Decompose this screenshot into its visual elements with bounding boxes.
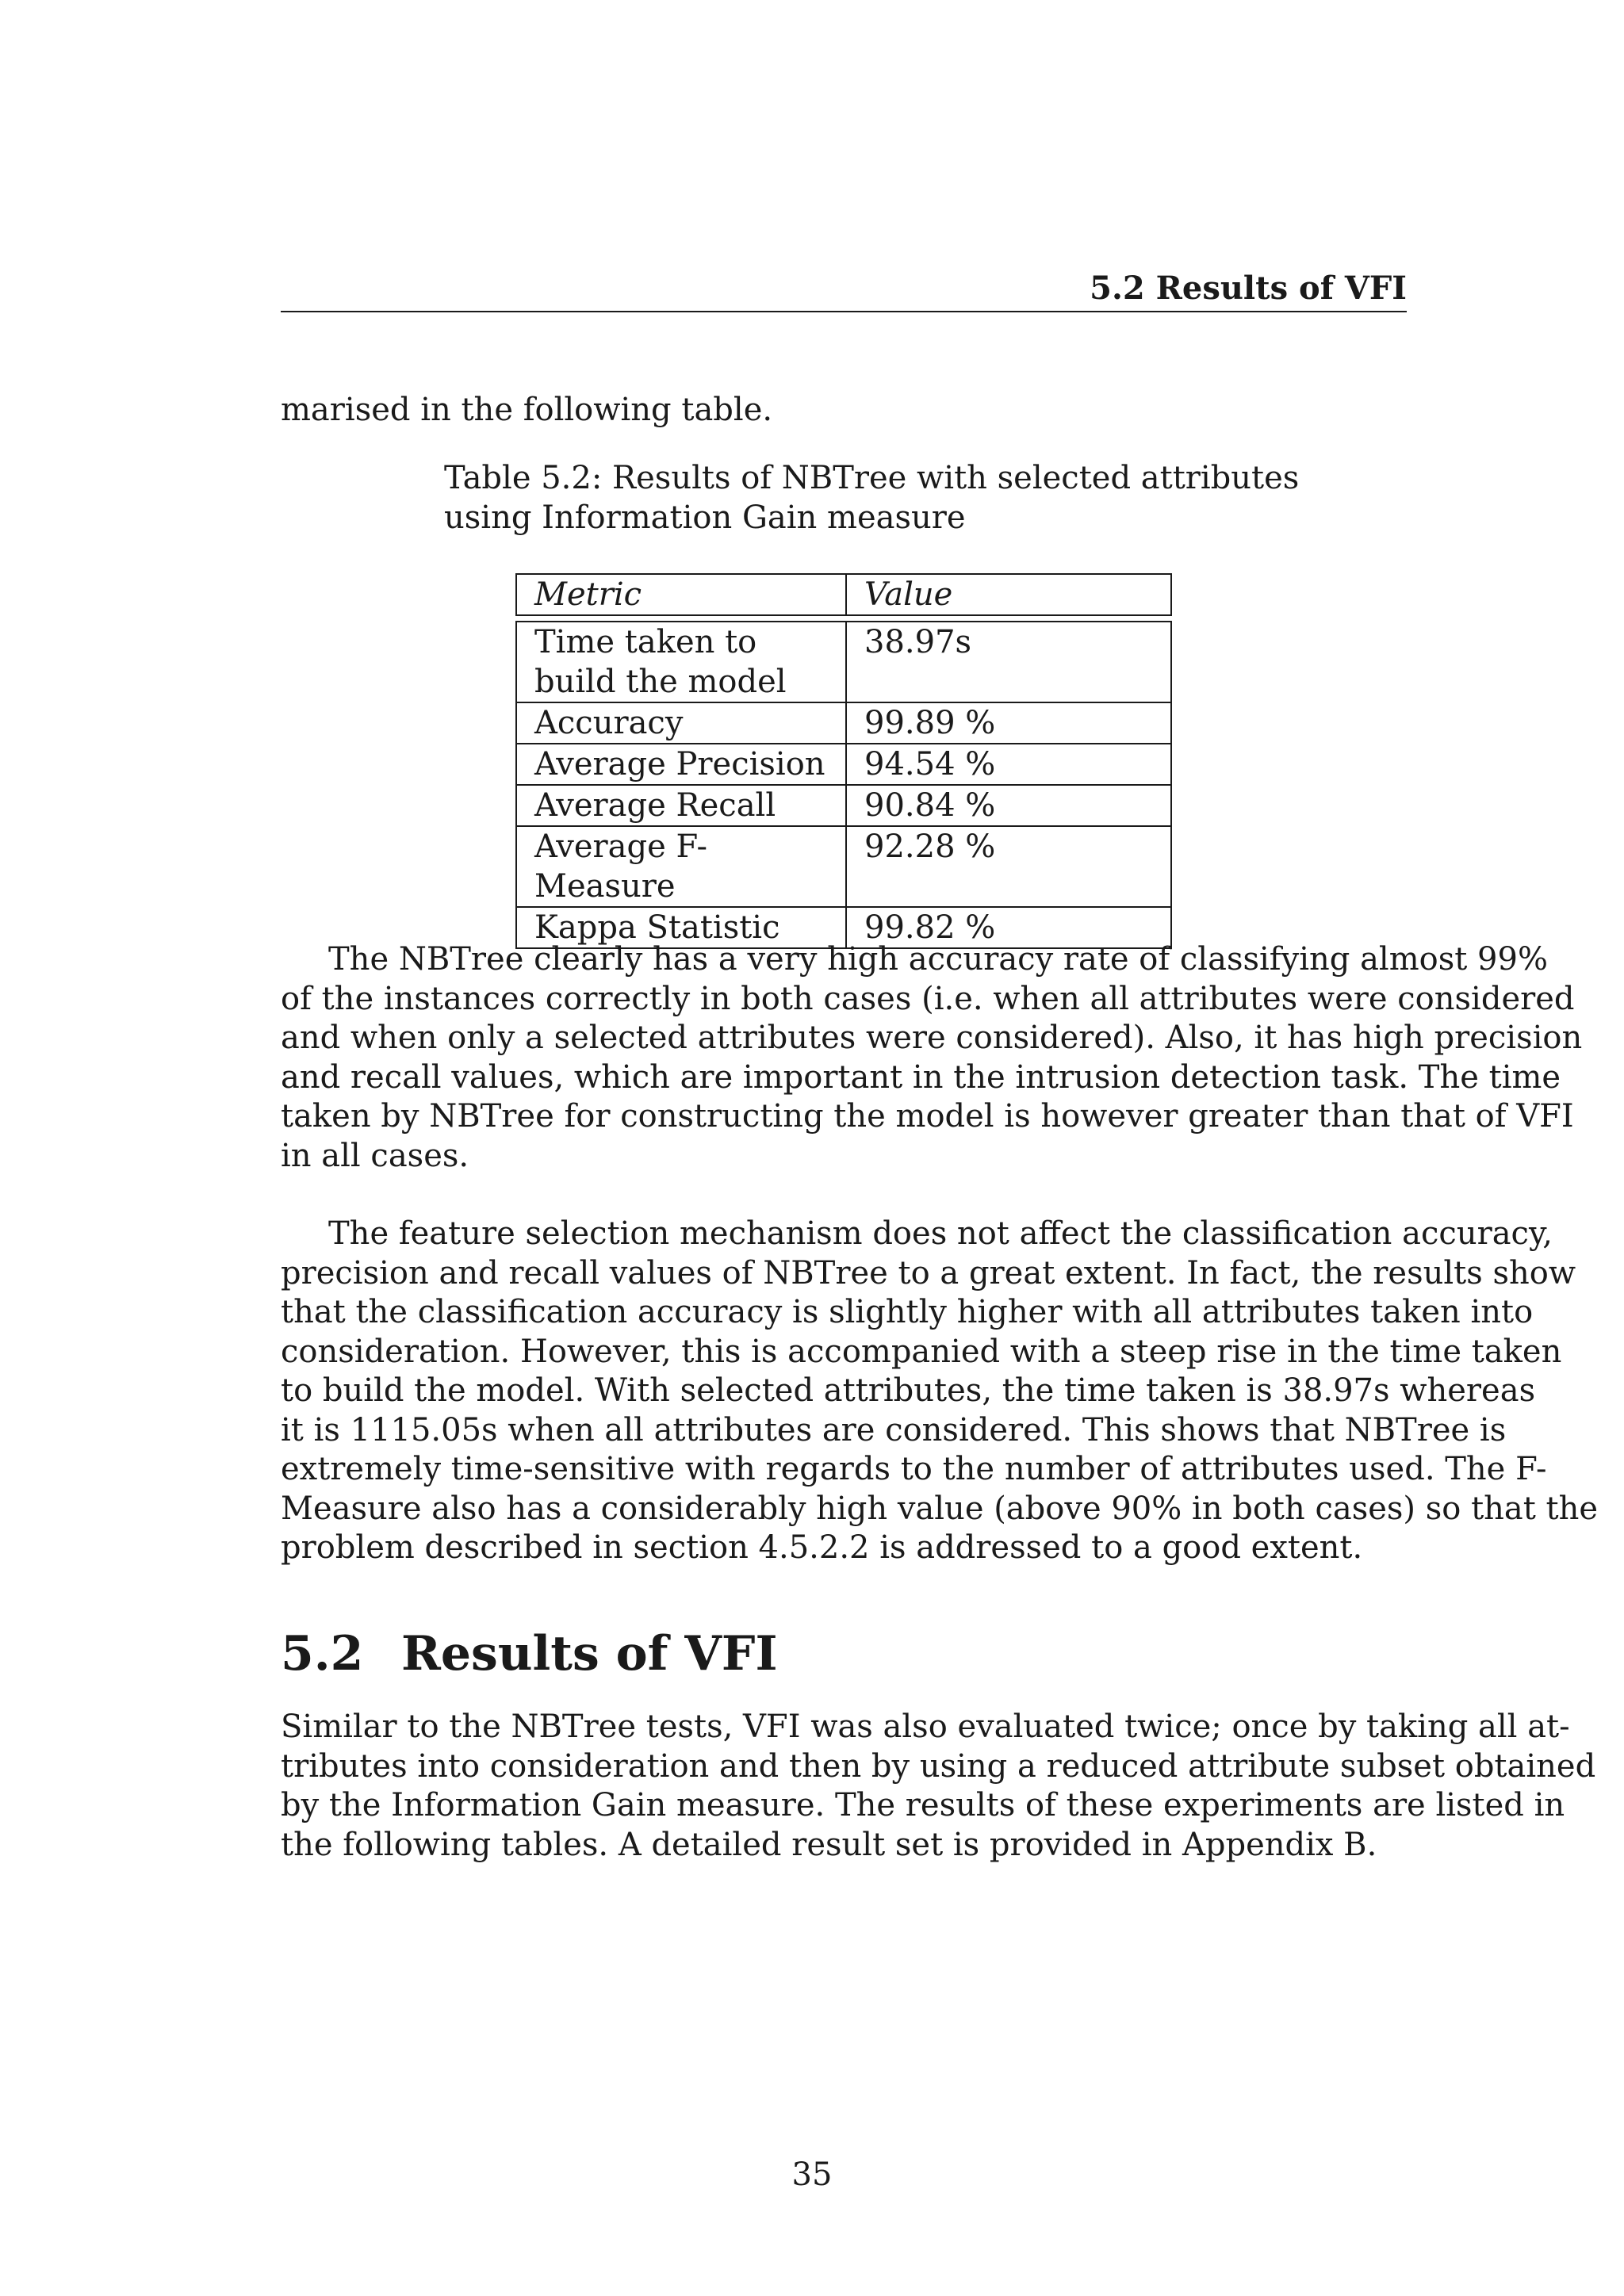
text-line: precision and recall values of NBTree to a great extent. In fact, the results show: [281, 1254, 1576, 1292]
continued-text: marised in the following table.: [281, 392, 773, 428]
text-line: Measure also has a considerably high value (above 90% in both cases) so that the: [281, 1490, 1599, 1527]
section-title: Results of VFI: [401, 1626, 778, 1682]
value-cell: 90.84 %: [845, 786, 1172, 827]
text-line: consideration. However, this is accompanied with a steep rise in the time taken: [281, 1333, 1562, 1370]
value-cell: 92.28 %: [845, 827, 1172, 908]
page-number: 35: [791, 2156, 833, 2193]
metric-cell: Average F-Measure: [515, 827, 845, 908]
text-line: and recall values, which are important in the intrusion detection task. The time: [281, 1058, 1561, 1096]
text-line: of the instances correctly in both cases (i.e. when all attributes were considered: [281, 980, 1575, 1017]
value-cell: 38.97s: [845, 621, 1172, 703]
text-line: problem described in section 4.5.2.2 is addressed to a good extent.: [281, 1529, 1363, 1566]
table-caption: [444, 458, 1300, 538]
table-header-row: [515, 573, 1172, 616]
table-row: [515, 703, 1172, 744]
results-table: [515, 573, 1172, 949]
text-line: tributes into consideration and then by using a reduced attribute subset obtained: [281, 1747, 1596, 1785]
running-head: 5.2 Results of VFI: [1090, 270, 1407, 307]
metric-cell: Accuracy: [515, 703, 845, 744]
metric-cell: Time taken to build the model: [515, 621, 845, 703]
metric-cell: Average Precision: [515, 744, 845, 786]
text-line: extremely time-sensitive with regards to the number of attributes used. The F-: [281, 1451, 1547, 1487]
paragraph-feature-selection: [281, 1215, 1599, 1568]
value-cell: 94.54 %: [845, 744, 1172, 786]
text-line: taken by NBTree for constructing the model is however greater than that of VFI: [281, 1098, 1574, 1135]
text-line: The feature selection mechanism does not affect the classification accuracy,: [328, 1215, 1553, 1252]
table-row: [515, 744, 1172, 786]
text-line: the following tables. A detailed result set is provided in Appendix B.: [281, 1826, 1377, 1863]
header-metric: Metric: [515, 573, 845, 616]
text-line: Similar to the NBTree tests, VFI was also evaluated twice; once by taking all at-: [281, 1709, 1570, 1745]
section-number: 5.2: [281, 1626, 364, 1682]
value-cell: 99.82 %: [845, 908, 1172, 949]
header-rule: [281, 311, 1407, 312]
value-cell: 99.89 %: [845, 703, 1172, 744]
text-line: that the classification accuracy is slightly higher with all attributes taken into: [281, 1294, 1534, 1330]
metric-cell: Average Recall: [515, 786, 845, 827]
table-row: [515, 827, 1172, 908]
text-line: The NBTree clearly has a very high accuracy rate of classifying almost 99%: [328, 941, 1548, 978]
table-caption-line: Table 5.2: Results of NBTree with selected attributes: [444, 460, 1300, 496]
table-row: [515, 786, 1172, 827]
table-row: [515, 621, 1172, 703]
section-heading: [281, 1625, 778, 1682]
text-line: and when only a selected attributes were considered). Also, it has high precision: [281, 1020, 1583, 1056]
paragraph-vfi-intro: [281, 1708, 1596, 1865]
metric-cell: Kappa Statistic: [515, 908, 845, 949]
table-caption-line: using Information Gain measure: [444, 499, 966, 536]
header-value: Value: [845, 573, 1172, 616]
text-line: in all cases.: [281, 1137, 469, 1174]
text-line: to build the model. With selected attributes, the time taken is 38.97s whereas: [281, 1372, 1536, 1409]
paragraph-nbtree-accuracy: [281, 940, 1583, 1176]
text-line: by the Information Gain measure. The results of these experiments are listed in: [281, 1787, 1565, 1823]
text-line: it is 1115.05s when all attributes are considered. This shows that NBTree is: [281, 1411, 1507, 1448]
